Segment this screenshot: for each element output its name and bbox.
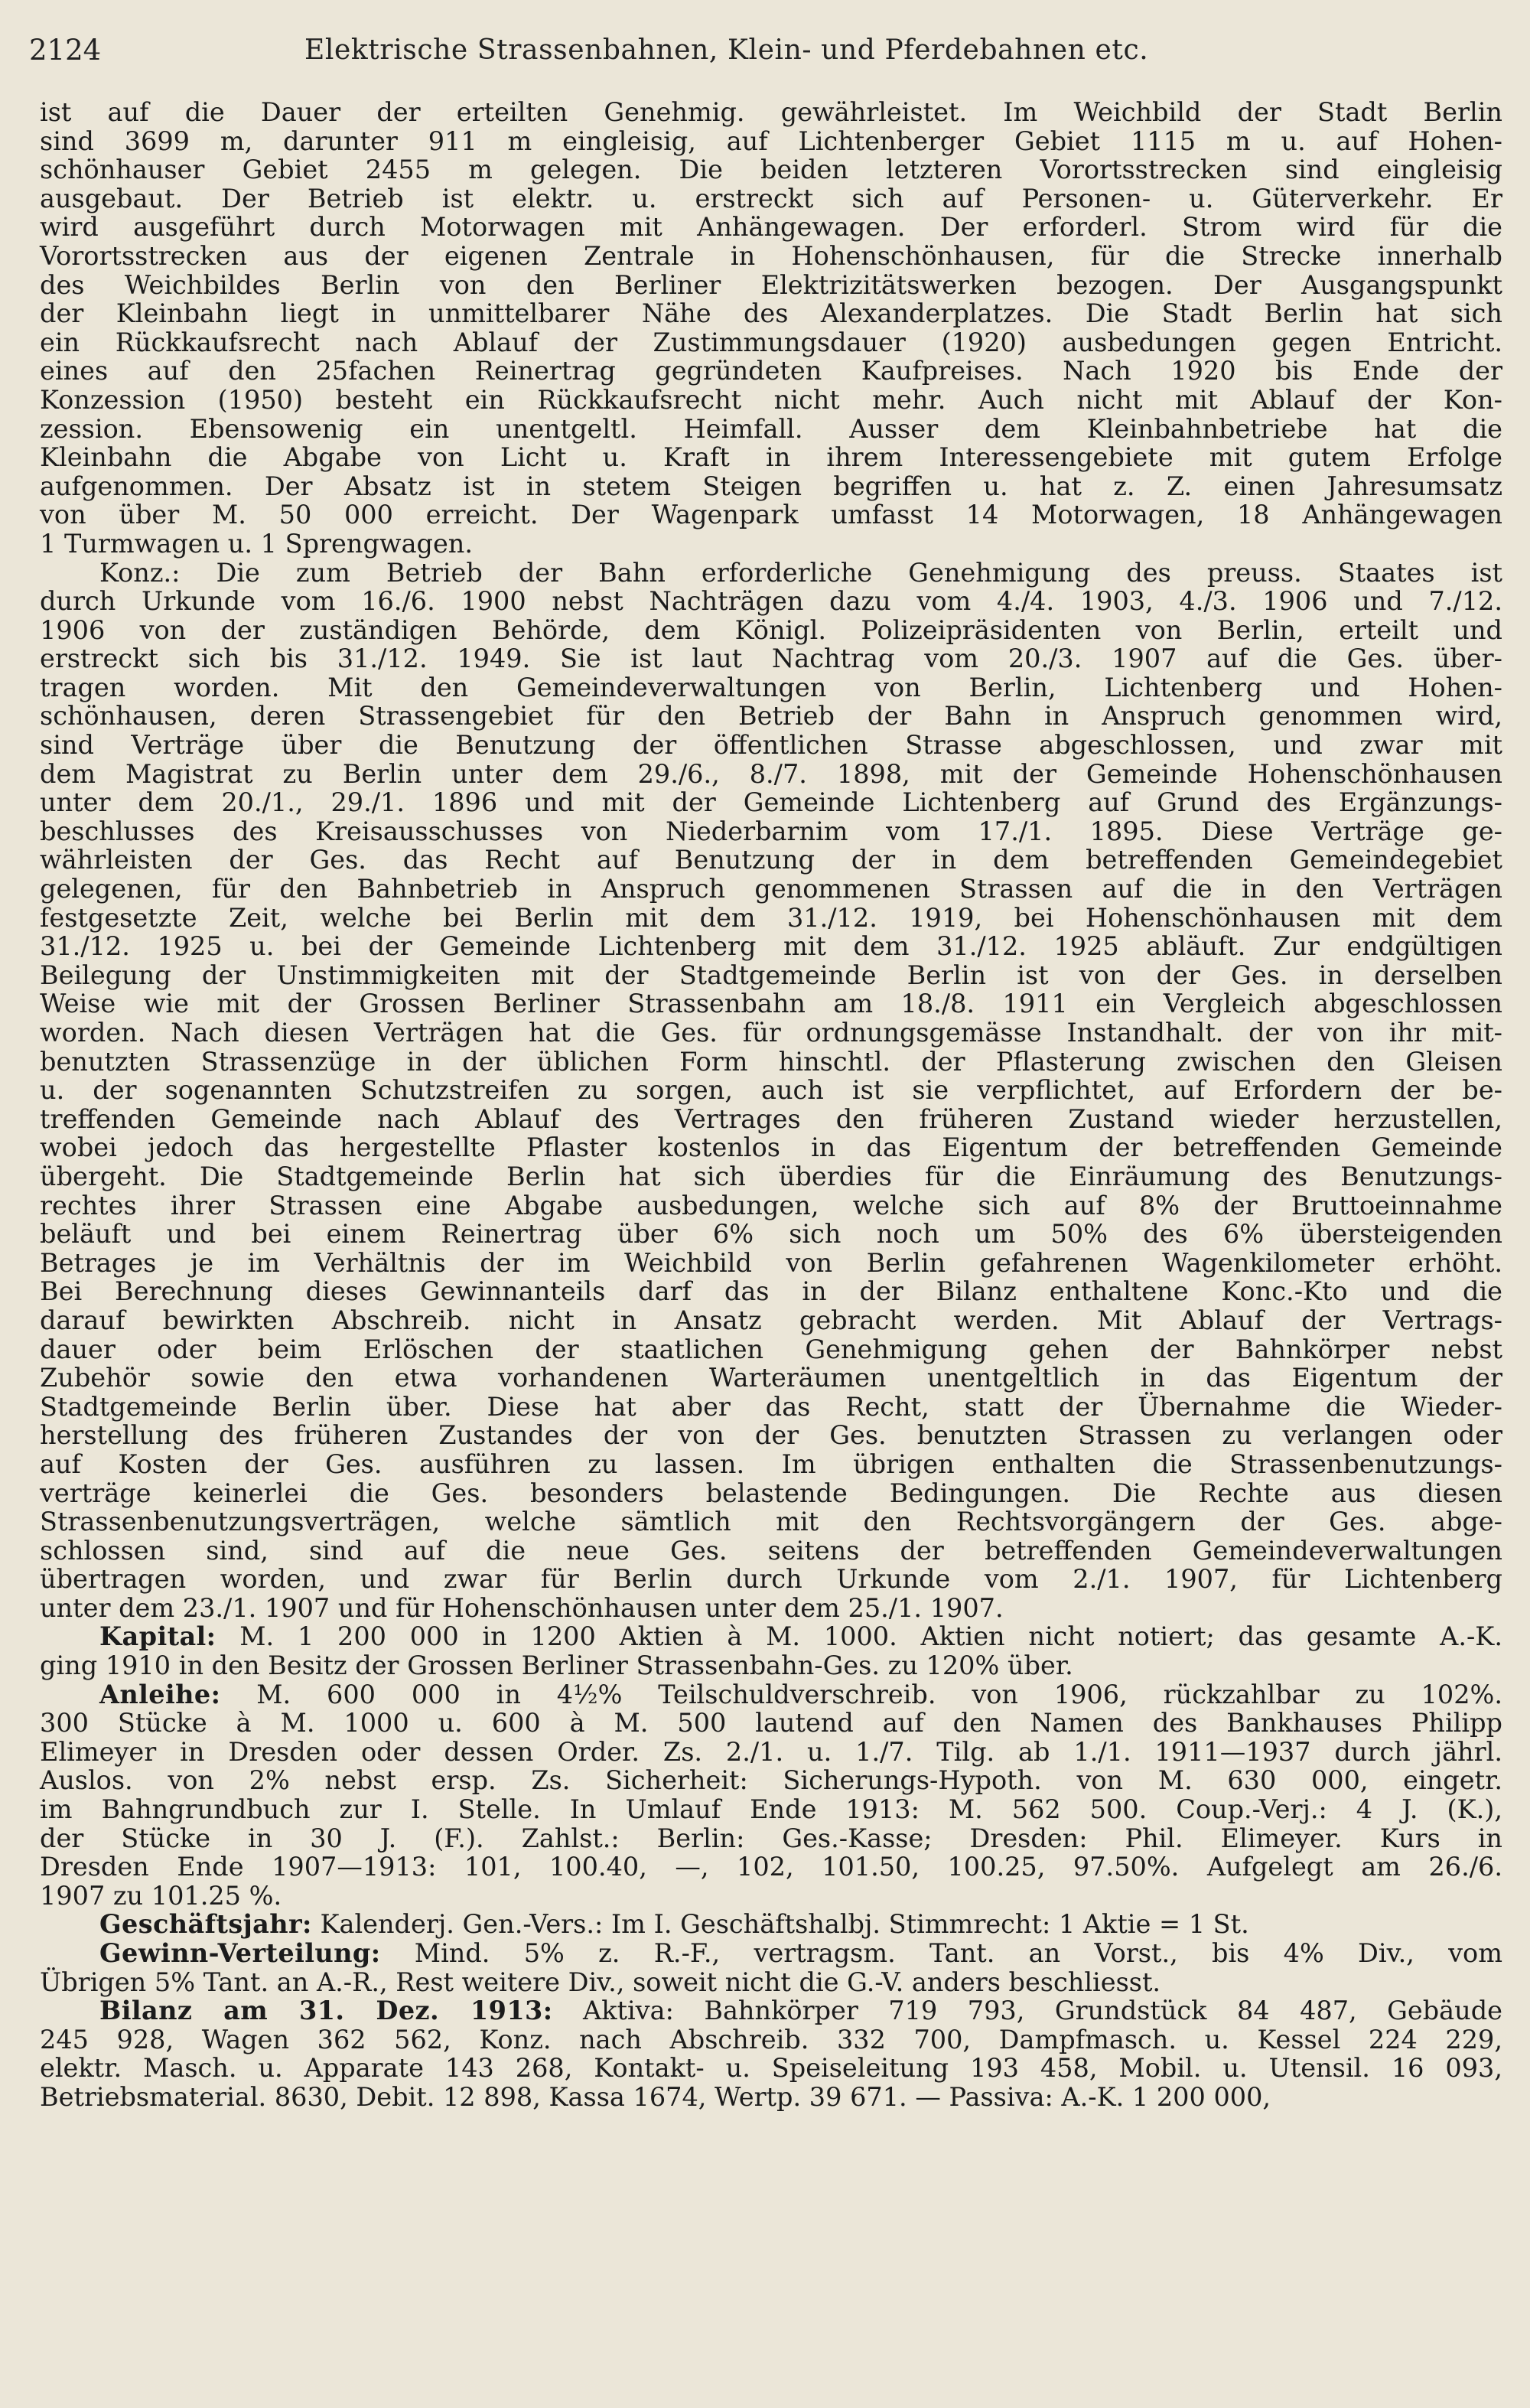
line-text: Elimeyer in Dresden oder dessen Order. Zs. 2./1. u. 1./7. Tilg. ab 1./1. 1911—1937 durch jährl.	[40, 1736, 1502, 1767]
line-text: der Kleinbahn liegt in unmittelbarer Nähe des Alexanderplatzes. Die Stadt Berlin hat sich	[40, 298, 1502, 329]
line-text: beläuft und bei einem Reinertrag über 6% sich noch um 50% des 6% übersteigenden	[40, 1219, 1502, 1250]
line-text: 1906 von der zuständigen Behörde, dem Königl. Polizeipräsidenten von Berlin, erteilt und	[40, 614, 1502, 645]
text-line	[40, 242, 1502, 271]
text-line	[40, 1277, 1502, 1306]
line-text: Vorortsstrecken aus der eigenen Zentrale in Hohenschönhausen, für die Strecke innerhalb	[40, 240, 1502, 271]
line-text: treffenden Gemeinde nach Ablauf des Vertrages den früheren Zustand wieder herzustellen,	[40, 1103, 1502, 1134]
line-text: Mind. 5% z. R.-F., vertragsm. Tant. an Vorst., bis 4% Div., vom	[380, 1938, 1502, 1968]
text-line	[40, 1364, 1502, 1393]
line-text: 1907 zu 101.25 %.	[40, 1880, 282, 1911]
line-text: Auslos. von 2% nebst ersp. Zs. Sicherheit: Sicherungs-Hypoth. von M. 630 000, eingetr.	[40, 1765, 1502, 1796]
text-line	[40, 500, 1502, 529]
text-line	[40, 1795, 1502, 1824]
text-line	[40, 472, 1502, 501]
running-title: Elektrische Strassenbahnen, Klein- und Pferdebahnen etc.	[304, 34, 1149, 66]
line-text: ist auf die Dauer der erteilten Genehmig. gewährleistet. Im Weichbild der Stadt Berlin	[40, 97, 1502, 127]
line-text: Strassenbenutzungsverträgen, welche sämtlich mit den Rechtsvorgängern der Ges. abge-	[40, 1507, 1502, 1537]
text-line	[40, 673, 1502, 702]
line-text: darauf bewirkten Abschreib. nicht in Ansatz gebracht werden. Mit Ablauf der Vertrags-	[40, 1305, 1502, 1335]
page-number: 2124	[29, 34, 102, 67]
text-line	[40, 1536, 1502, 1566]
line-text: dem Magistrat zu Berlin unter dem 29./6., 8./7. 1898, mit der Gemeinde Hohenschönhausen	[40, 758, 1502, 789]
line-text: schlossen sind, sind auf die neue Ges. seitens der betreffenden Gemeindeverwaltungen	[40, 1535, 1502, 1566]
section-label: Anleihe:	[99, 1679, 221, 1709]
line-text: gelegenen, für den Bahnbetrieb in Anspruch genommenen Strassen auf die in den Verträgen	[40, 874, 1502, 904]
line-text: ein Rückkaufsrecht nach Ablauf der Zustimmungsdauer (1920) ausbedungen gegen Entricht.	[40, 327, 1502, 357]
line-text: M. 600 000 in 4½% Teilschuldverschreib. von 1906, rückzahlbar zu 102%.	[220, 1679, 1502, 1709]
text-line	[40, 846, 1502, 875]
text-line	[40, 1076, 1502, 1105]
text-line	[40, 1048, 1502, 1077]
line-text: u. der sogenannten Schutzstreifen zu sorgen, auch ist sie verpflichtet, auf Erfordern der be-	[40, 1075, 1502, 1106]
text-line	[40, 788, 1502, 817]
line-text: tragen worden. Mit den Gemeindeverwaltungen von Berlin, Lichtenberg und Hohen-	[40, 672, 1502, 702]
page-header	[29, 31, 1177, 70]
text-line	[40, 443, 1502, 472]
text-line	[40, 155, 1502, 184]
section-label: Gewinn-Verteilung:	[99, 1938, 381, 1968]
line-text: übergeht. Die Stadtgemeinde Berlin hat sich überdies für die Einräumung des Benutzungs-	[40, 1161, 1502, 1191]
line-text: Kleinbahn die Abgabe von Licht u. Kraft in ihrem Interessengebiete mit gutem Erfolge	[40, 442, 1502, 473]
text-line	[40, 1594, 1502, 1623]
line-text: Dresden Ende 1907—1913: 101, 100.40, —, 102, 101.50, 100.25, 97.50%. Aufgelegt am 26./6.	[40, 1852, 1502, 1882]
line-text: unter dem 23./1. 1907 und für Hohenschönhausen unter dem 25./1. 1907.	[40, 1592, 1004, 1623]
text-line	[40, 1479, 1502, 1508]
text-line	[40, 961, 1502, 990]
text-line	[40, 1105, 1502, 1134]
line-text: Konz.: Die zum Betrieb der Bahn erforderliche Genehmigung des preuss. Staates ist	[99, 557, 1502, 588]
text-line	[40, 386, 1502, 415]
text-line	[40, 875, 1502, 904]
text-line	[40, 1766, 1502, 1795]
text-line	[40, 1450, 1502, 1479]
line-text: Stadtgemeinde Berlin über. Diese hat aber das Recht, statt der Übernahme die Wieder-	[40, 1391, 1502, 1422]
line-text: elektr. Masch. u. Apparate 143 268, Kontakt- u. Speiseleitung 193 458, Mobil. u. Utensil. 16 093,	[40, 2053, 1502, 2084]
text-line	[40, 1680, 1502, 1709]
line-text: worden. Nach diesen Verträgen hat die Ges. für ordnungsgemässe Instandhalt. der von ihr mit-	[40, 1018, 1502, 1048]
line-text: auf Kosten der Ges. ausführen zu lassen. Im übrigen enthalten die Strassenbenutzungs-	[40, 1448, 1502, 1479]
line-text: von über M. 50 000 erreicht. Der Wagenpark umfasst 14 Motorwagen, 18 Anhängewagen	[40, 500, 1502, 530]
text-line	[40, 357, 1502, 386]
line-text: wobei jedoch das hergestellte Pflaster kostenlos in das Eigentum der betreffenden Gemeinde	[40, 1132, 1502, 1163]
text-line	[40, 932, 1502, 961]
line-text: Betrages je im Verhältnis der im Weichbild von Berlin gefahrenen Wagenkilometer erhöht.	[40, 1247, 1502, 1278]
text-line	[40, 817, 1502, 846]
line-text: M. 1 200 000 in 1200 Aktien à M. 1000. Aktien nicht notiert; das gesamte A.-K.	[216, 1621, 1502, 1652]
section-label: Bilanz am 31. Dez. 1913:	[99, 1996, 553, 2026]
line-text: übertragen worden, und zwar für Berlin durch Urkunde vom 2./1. 1907, für Lichtenberg	[40, 1564, 1502, 1595]
line-text: 1 Turmwagen u. 1 Sprengwagen.	[40, 528, 474, 559]
line-text: verträge keinerlei die Ges. besonders belastende Bedingungen. Die Rechte aus diesen	[40, 1478, 1502, 1508]
text-line	[40, 1249, 1502, 1278]
line-text: wird ausgeführt durch Motorwagen mit Anhängewagen. Der erforderl. Strom wird für die	[40, 212, 1502, 243]
line-text: Betriebsmaterial. 8630, Debit. 12 898, Kassa 1674, Wertp. 39 671. — Passiva: A.-K. 1 200 000,	[40, 2081, 1271, 2112]
section-label: Kapital:	[99, 1621, 216, 1652]
text-line	[40, 559, 1502, 588]
line-text: im Bahngrundbuch zur I. Stelle. In Umlauf Ende 1913: M. 562 500. Coup.-Verj.: 4 J. (K.),	[40, 1794, 1502, 1825]
text-line	[40, 1220, 1502, 1249]
body-text	[40, 98, 1502, 2112]
line-text: dauer oder beim Erlöschen der staatlichen Genehmigung gehen der Bahnkörper nebst	[40, 1334, 1502, 1364]
line-text: aufgenommen. Der Absatz ist in stetem Steigen begriffen u. hat z. Z. einen Jahresumsatz	[40, 471, 1502, 501]
line-text: Zubehör sowie den etwa vorhandenen Warteräumen unentgeltlich in das Eigentum der	[40, 1363, 1502, 1393]
text-line	[40, 1191, 1502, 1220]
text-line	[40, 1335, 1502, 1364]
text-line	[40, 1852, 1502, 1882]
text-line	[40, 587, 1502, 616]
line-text: schönhauser Gebiet 2455 m gelegen. Die beiden letzteren Vorortsstrecken sind eingleisig	[40, 155, 1502, 185]
text-line	[40, 2025, 1502, 2054]
line-text: zession. Ebensowenig ein unentgeltl. Heimfall. Ausser dem Kleinbahnbetriebe hat die	[40, 413, 1502, 444]
line-text: erstreckt sich bis 31./12. 1949. Sie ist laut Nachtrag vom 20./3. 1907 auf die Ges. über-	[40, 644, 1502, 674]
text-line	[40, 184, 1502, 213]
text-line	[40, 1738, 1502, 1767]
text-line	[40, 271, 1502, 300]
line-text: Konzession (1950) besteht ein Rückkaufsrecht nicht mehr. Auch nicht mit Ablauf der Kon-	[40, 384, 1502, 415]
line-text: eines auf den 25fachen Reinertrag gegründeten Kaufpreises. Nach 1920 bis Ende der	[40, 356, 1502, 386]
line-text: der Stücke in 30 J. (F.). Zahlst.: Berlin: Ges.-Kasse; Dresden: Phil. Elimeyer. Kurs in	[40, 1823, 1502, 1853]
line-text: Weise wie mit der Grossen Berliner Strassenbahn am 18./8. 1911 ein Vergleich abgeschlossen	[40, 989, 1502, 1019]
line-text: sind 3699 m, darunter 911 m eingleisig, auf Lichtenberger Gebiet 1115 m u. auf Hohen-	[40, 125, 1502, 156]
text-line	[40, 299, 1502, 328]
text-line	[40, 989, 1502, 1018]
text-line	[40, 1421, 1502, 1450]
text-line	[40, 1565, 1502, 1594]
line-text: Aktiva: Bahnkörper 719 793, Grundstück 84 487, Gebäude	[552, 1996, 1502, 2026]
line-text: benutzten Strassenzüge in der üblichen Form hinschtl. der Pflasterung zwischen den Gleisen	[40, 1046, 1502, 1077]
text-line	[40, 415, 1502, 444]
text-line	[40, 2054, 1502, 2083]
text-line	[40, 904, 1502, 933]
text-line	[40, 2083, 1502, 2112]
line-text: schönhausen, deren Strassengebiet für den Betrieb der Bahn in Anspruch genommen wird,	[40, 701, 1502, 732]
text-line	[40, 731, 1502, 760]
text-line	[40, 529, 1502, 559]
line-text: sind Verträge über die Benutzung der öffentlichen Strasse abgeschlossen, und zwar mit	[40, 730, 1502, 761]
text-line	[40, 1393, 1502, 1422]
text-line	[40, 328, 1502, 357]
text-line	[40, 1968, 1502, 1997]
text-line	[40, 213, 1502, 242]
line-text: ging 1910 in den Besitz der Grossen Berliner Strassenbahn-Ges. zu 120% über.	[40, 1650, 1073, 1681]
text-line	[40, 1709, 1502, 1738]
line-text: 31./12. 1925 u. bei der Gemeinde Lichtenberg mit dem 31./12. 1925 abläuft. Zur endgültigen	[40, 931, 1502, 962]
text-line	[40, 1996, 1502, 2025]
line-text: beschlusses des Kreisausschusses von Niederbarnim vom 17./1. 1895. Diese Verträge ge-	[40, 816, 1502, 846]
text-line	[40, 1882, 1502, 1911]
text-line	[40, 1651, 1502, 1680]
text-line	[40, 1507, 1502, 1536]
text-line	[40, 760, 1502, 789]
line-text: Beilegung der Unstimmigkeiten mit der Stadtgemeinde Berlin ist von der Ges. in derselben	[40, 960, 1502, 990]
line-text: Übrigen 5% Tant. an A.-R., Rest weitere Div., soweit nicht die G.-V. anders beschliesst.	[40, 1966, 1161, 1997]
line-text: durch Urkunde vom 16./6. 1900 nebst Nachträgen dazu vom 4./4. 1903, 4./3. 1906 und 7./12.	[40, 586, 1502, 617]
line-text: 245 928, Wagen 362 562, Konz. nach Abschreib. 332 700, Dampfmasch. u. Kessel 224 229,	[40, 2024, 1502, 2054]
line-text: festgesetzte Zeit, welche bei Berlin mit dem 31./12. 1919, bei Hohenschönhausen mit dem	[40, 902, 1502, 933]
text-line	[40, 1910, 1502, 1939]
text-line	[40, 1306, 1502, 1335]
text-line	[40, 702, 1502, 731]
text-line	[40, 616, 1502, 645]
text-line	[40, 127, 1502, 156]
text-line	[40, 644, 1502, 673]
line-text: Kalenderj. Gen.-Vers.: Im I. Geschäftshalbj. Stimmrecht: 1 Aktie = 1 St.	[311, 1909, 1249, 1940]
line-text: währleisten der Ges. das Recht auf Benutzung der in dem betreffenden Gemeindegebiet	[40, 845, 1502, 875]
line-text: Bei Berechnung dieses Gewinnanteils darf das in der Bilanz enthaltene Konc.-Kto und die	[40, 1276, 1502, 1307]
text-line	[40, 1939, 1502, 1968]
line-text: ausgebaut. Der Betrieb ist elektr. u. erstreckt sich auf Personen- u. Güterverkehr. Er	[40, 183, 1502, 213]
line-text: herstellung des früheren Zustandes der von der Ges. benutzten Strassen zu verlangen oder	[40, 1420, 1502, 1451]
text-line	[40, 1133, 1502, 1162]
text-line	[40, 1018, 1502, 1048]
section-label: Geschäftsjahr:	[99, 1909, 312, 1940]
line-text: rechtes ihrer Strassen eine Abgabe ausbedungen, welche sich auf 8% der Bruttoeinnahme	[40, 1190, 1502, 1220]
text-line	[40, 1824, 1502, 1853]
line-text: des Weichbildes Berlin von den Berliner Elektrizitätswerken bezogen. Der Ausgangspunkt	[40, 269, 1502, 300]
line-text: unter dem 20./1., 29./1. 1896 und mit der Gemeinde Lichtenberg auf Grund des Ergänzungs-	[40, 787, 1502, 818]
line-text: 300 Stücke à M. 1000 u. 600 à M. 500 lautend auf den Namen des Bankhauses Philipp	[40, 1708, 1502, 1738]
text-line	[40, 1162, 1502, 1191]
text-line	[40, 1622, 1502, 1651]
text-line	[40, 98, 1502, 127]
